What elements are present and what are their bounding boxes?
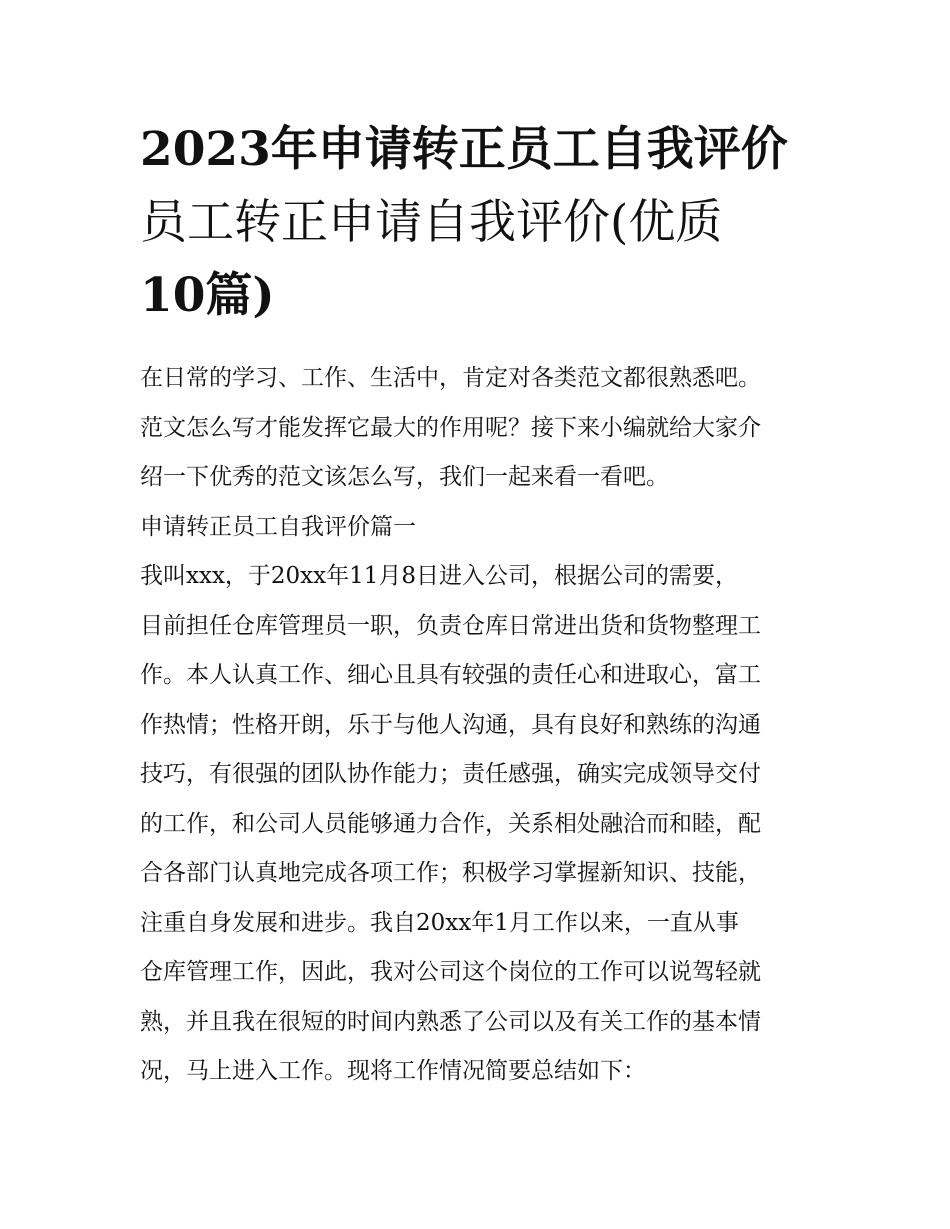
document-title	[140, 113, 820, 332]
document-body	[140, 354, 820, 1097]
paragraph-line-10: 熟，并且我在很短的时间内熟悉了公司以及有关工作的基本情	[140, 1008, 761, 1035]
paragraph-line-1: 我叫xxx，于20xx年11月8日进入公司，根据公司的需要，	[140, 563, 739, 589]
intro-line-1: 在日常的学习、工作、生活中，肯定对各类范文都很熟悉吧。	[140, 365, 761, 391]
title-line-1: 2023年申请转正员工自我评价	[140, 122, 788, 177]
paragraph-line-3: 作。本人认真工作、细心且具有较强的责任心和进取心，富工	[140, 662, 761, 688]
paragraph-line-4: 作热情；性格开朗，乐于与他人沟通，具有良好和熟练的沟通	[140, 711, 761, 738]
paragraph-line-8: 注重自身发展和进步。我自20xx年1月工作以来，一直从事	[140, 909, 739, 936]
paragraph-line-2: 目前担任仓库管理员一职，负责仓库日常进出货和货物整理工	[140, 612, 761, 639]
paragraph-line-9: 仓库管理工作，因此，我对公司这个岗位的工作可以说驾轻就	[140, 959, 761, 985]
section-heading: 申请转正员工自我评价篇一	[140, 513, 416, 540]
title-line-3: 10篇)	[140, 268, 275, 323]
paragraph-line-7: 合各部门认真地完成各项工作；积极学习掌握新知识、技能，	[140, 860, 761, 886]
title-line-2: 员工转正申请自我评价(优质	[140, 195, 723, 250]
paragraph-line-5: 技巧，有很强的团队协作能力；责任感强，确实完成领导交付	[140, 761, 761, 787]
paragraph-line-6: 的工作，和公司人员能够通力合作，关系相处融洽而和睦，配	[140, 810, 761, 837]
paragraph-line-11: 况，马上进入工作。现将工作情况简要总结如下：	[140, 1058, 646, 1084]
intro-line-2: 范文怎么写才能发挥它最大的作用呢？接下来小编就给大家介	[140, 414, 761, 441]
intro-line-3: 绍一下优秀的范文该怎么写，我们一起来看一看吧。	[140, 464, 669, 490]
